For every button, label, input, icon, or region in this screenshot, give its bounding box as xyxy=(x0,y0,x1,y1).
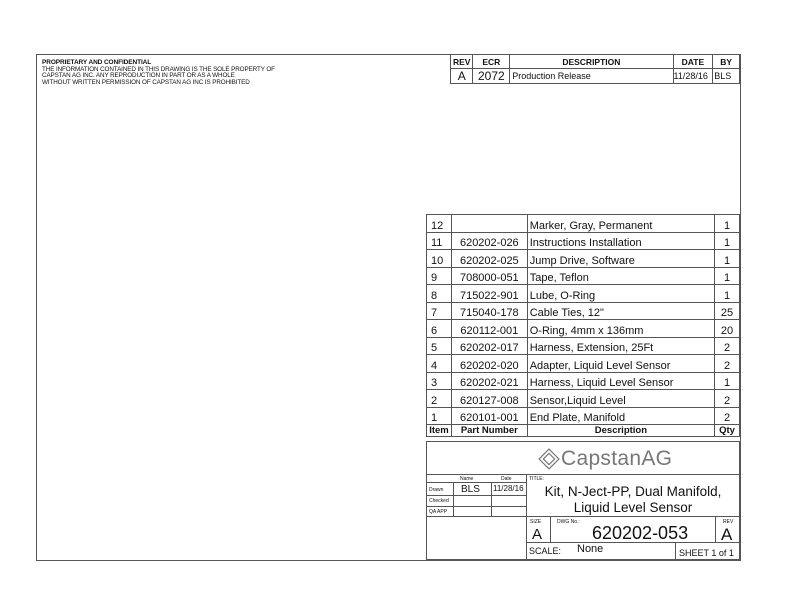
capstan-logo xyxy=(537,447,672,471)
rev-header: REV xyxy=(451,55,473,69)
description-cell: O-Ring, 4mm x 136mm xyxy=(527,320,714,338)
bill-of-materials xyxy=(426,214,740,437)
date-label: Date xyxy=(501,476,512,482)
bom-row xyxy=(427,337,740,355)
description-cell: Harness, Extension, 25Ft xyxy=(527,337,714,355)
drawing-number: 620202-053 xyxy=(592,523,689,543)
item-cell: 2 xyxy=(427,390,452,408)
scale-value: None xyxy=(577,543,604,555)
part-number-cell: 620112-001 xyxy=(451,320,527,338)
description-cell: Tape, Teflon xyxy=(527,267,714,285)
title-line: Kit, N-Ject-PP, Dual Manifold, xyxy=(544,484,722,499)
drawn-date: 11/28/16 xyxy=(493,484,524,493)
description-cell: Cable Ties, 12" xyxy=(527,302,714,320)
item-cell: 7 xyxy=(427,302,452,320)
qty-cell: 2 xyxy=(715,407,740,425)
ecr-cell: 2072 xyxy=(473,69,510,84)
item-cell: 9 xyxy=(427,267,452,285)
qty-cell: 2 xyxy=(715,337,740,355)
qty-cell: 1 xyxy=(715,267,740,285)
qty-cell: 1 xyxy=(715,232,740,250)
notice-line: WITHOUT WRITTEN PERMISSION OF CAPSTAN AG INC IS PROHIBITED xyxy=(42,78,250,86)
part-number-cell: 620202-025 xyxy=(451,250,527,268)
item-cell: 1 xyxy=(427,407,452,425)
description-cell: Production Release xyxy=(510,69,673,84)
notice-heading: PROPRIETARY AND CONFIDENTIAL xyxy=(42,59,152,66)
logo-text: CapstanAG xyxy=(561,447,673,470)
date-cell: 11/28/16 xyxy=(673,69,713,84)
qty-cell: 1 xyxy=(715,250,740,268)
drawn-label: Drawn xyxy=(429,487,444,493)
part-number-cell xyxy=(451,215,527,233)
item-cell: 11 xyxy=(427,232,452,250)
name-label: Name xyxy=(460,476,474,482)
part-number-cell: 620101-001 xyxy=(451,407,527,425)
size-cell xyxy=(526,516,551,543)
bom-row xyxy=(427,390,740,408)
approval-block xyxy=(426,474,527,517)
item-cell: 12 xyxy=(427,215,452,233)
description-cell: Lube, O-Ring xyxy=(527,285,714,303)
qty-cell: 25 xyxy=(715,302,740,320)
revision-row xyxy=(451,69,740,84)
ecr-header: ECR xyxy=(473,55,510,69)
checked-label: Checked xyxy=(429,498,449,504)
bom-row xyxy=(427,232,740,250)
description-cell: Marker, Gray, Permanent xyxy=(527,215,714,233)
description-cell: Harness, Liquid Level Sensor xyxy=(527,372,714,390)
by-cell: BLS xyxy=(713,69,740,84)
logo-diamond-icon xyxy=(537,447,561,471)
sheet-number: SHEET 1 of 1 xyxy=(679,548,734,558)
item-cell: 3 xyxy=(427,372,452,390)
notice-line: THE INFORMATION CONTAINED IN THIS DRAWING IS THE SOLE PROPERTY OF xyxy=(42,65,275,73)
item-cell: 5 xyxy=(427,337,452,355)
bom-row xyxy=(427,285,740,303)
title-cell xyxy=(526,474,740,517)
bom-row xyxy=(427,372,740,390)
item-cell: 4 xyxy=(427,355,452,373)
item-header: Item xyxy=(427,425,452,437)
scale-label: SCALE: xyxy=(529,546,562,556)
size-value: A xyxy=(532,526,543,543)
bom-row xyxy=(427,267,740,285)
description-header: Description xyxy=(527,425,714,437)
blank-cell xyxy=(426,516,527,560)
revision-table xyxy=(450,54,740,84)
part-number-cell: 620202-020 xyxy=(451,355,527,373)
part-number-cell: 715040-178 xyxy=(451,302,527,320)
bom-row xyxy=(427,407,740,425)
qa-label: QA APP xyxy=(429,509,448,515)
qty-cell: 1 xyxy=(715,285,740,303)
rev-cell xyxy=(715,516,740,543)
qty-cell: 1 xyxy=(715,215,740,233)
part-number-cell: 708000-051 xyxy=(451,267,527,285)
rev-value: A xyxy=(721,525,733,544)
item-cell: 6 xyxy=(427,320,452,338)
scale-cell xyxy=(526,542,676,560)
description-cell: Sensor,Liquid Level xyxy=(527,390,714,408)
part-number-cell: 620202-026 xyxy=(451,232,527,250)
rev-label: REV xyxy=(723,519,734,525)
bom-row xyxy=(427,215,740,233)
confidentiality-notice xyxy=(42,60,275,86)
description-cell: End Plate, Manifold xyxy=(527,407,714,425)
title-line: Liquid Level Sensor xyxy=(573,500,693,515)
notice-line: CAPSTAN AG INC. ANY REPRODUCTION IN PART OR AS A WHOLE xyxy=(42,72,235,80)
part-number-header: Part Number xyxy=(451,425,527,437)
part-number-cell: 715022-901 xyxy=(451,285,527,303)
part-number-cell: 620127-008 xyxy=(451,390,527,408)
part-number-cell: 620202-017 xyxy=(451,337,527,355)
title-label: TITLE: xyxy=(529,476,545,482)
dwg-label: DWG No.: xyxy=(557,519,580,525)
qty-cell: 1 xyxy=(715,372,740,390)
logo-cell xyxy=(426,441,740,475)
size-label: SIZE xyxy=(530,519,542,525)
item-cell: 8 xyxy=(427,285,452,303)
dwg-cell xyxy=(550,516,716,543)
description-cell: Adapter, Liquid Level Sensor xyxy=(527,355,714,373)
drawn-name: BLS xyxy=(461,484,480,495)
bom-row xyxy=(427,320,740,338)
part-number-cell: 620202-021 xyxy=(451,372,527,390)
item-cell: 10 xyxy=(427,250,452,268)
description-header: DESCRIPTION xyxy=(510,55,673,69)
bom-row xyxy=(427,355,740,373)
bom-row xyxy=(427,302,740,320)
qty-header: Qty xyxy=(715,425,740,437)
description-cell: Jump Drive, Software xyxy=(527,250,714,268)
qty-cell: 2 xyxy=(715,390,740,408)
bom-row xyxy=(427,250,740,268)
sheet-cell xyxy=(675,542,740,560)
by-header: BY xyxy=(713,55,740,69)
date-header: DATE xyxy=(673,55,713,69)
qty-cell: 2 xyxy=(715,355,740,373)
description-cell: Instructions Installation xyxy=(527,232,714,250)
qty-cell: 20 xyxy=(715,320,740,338)
rev-cell: A xyxy=(451,69,473,84)
